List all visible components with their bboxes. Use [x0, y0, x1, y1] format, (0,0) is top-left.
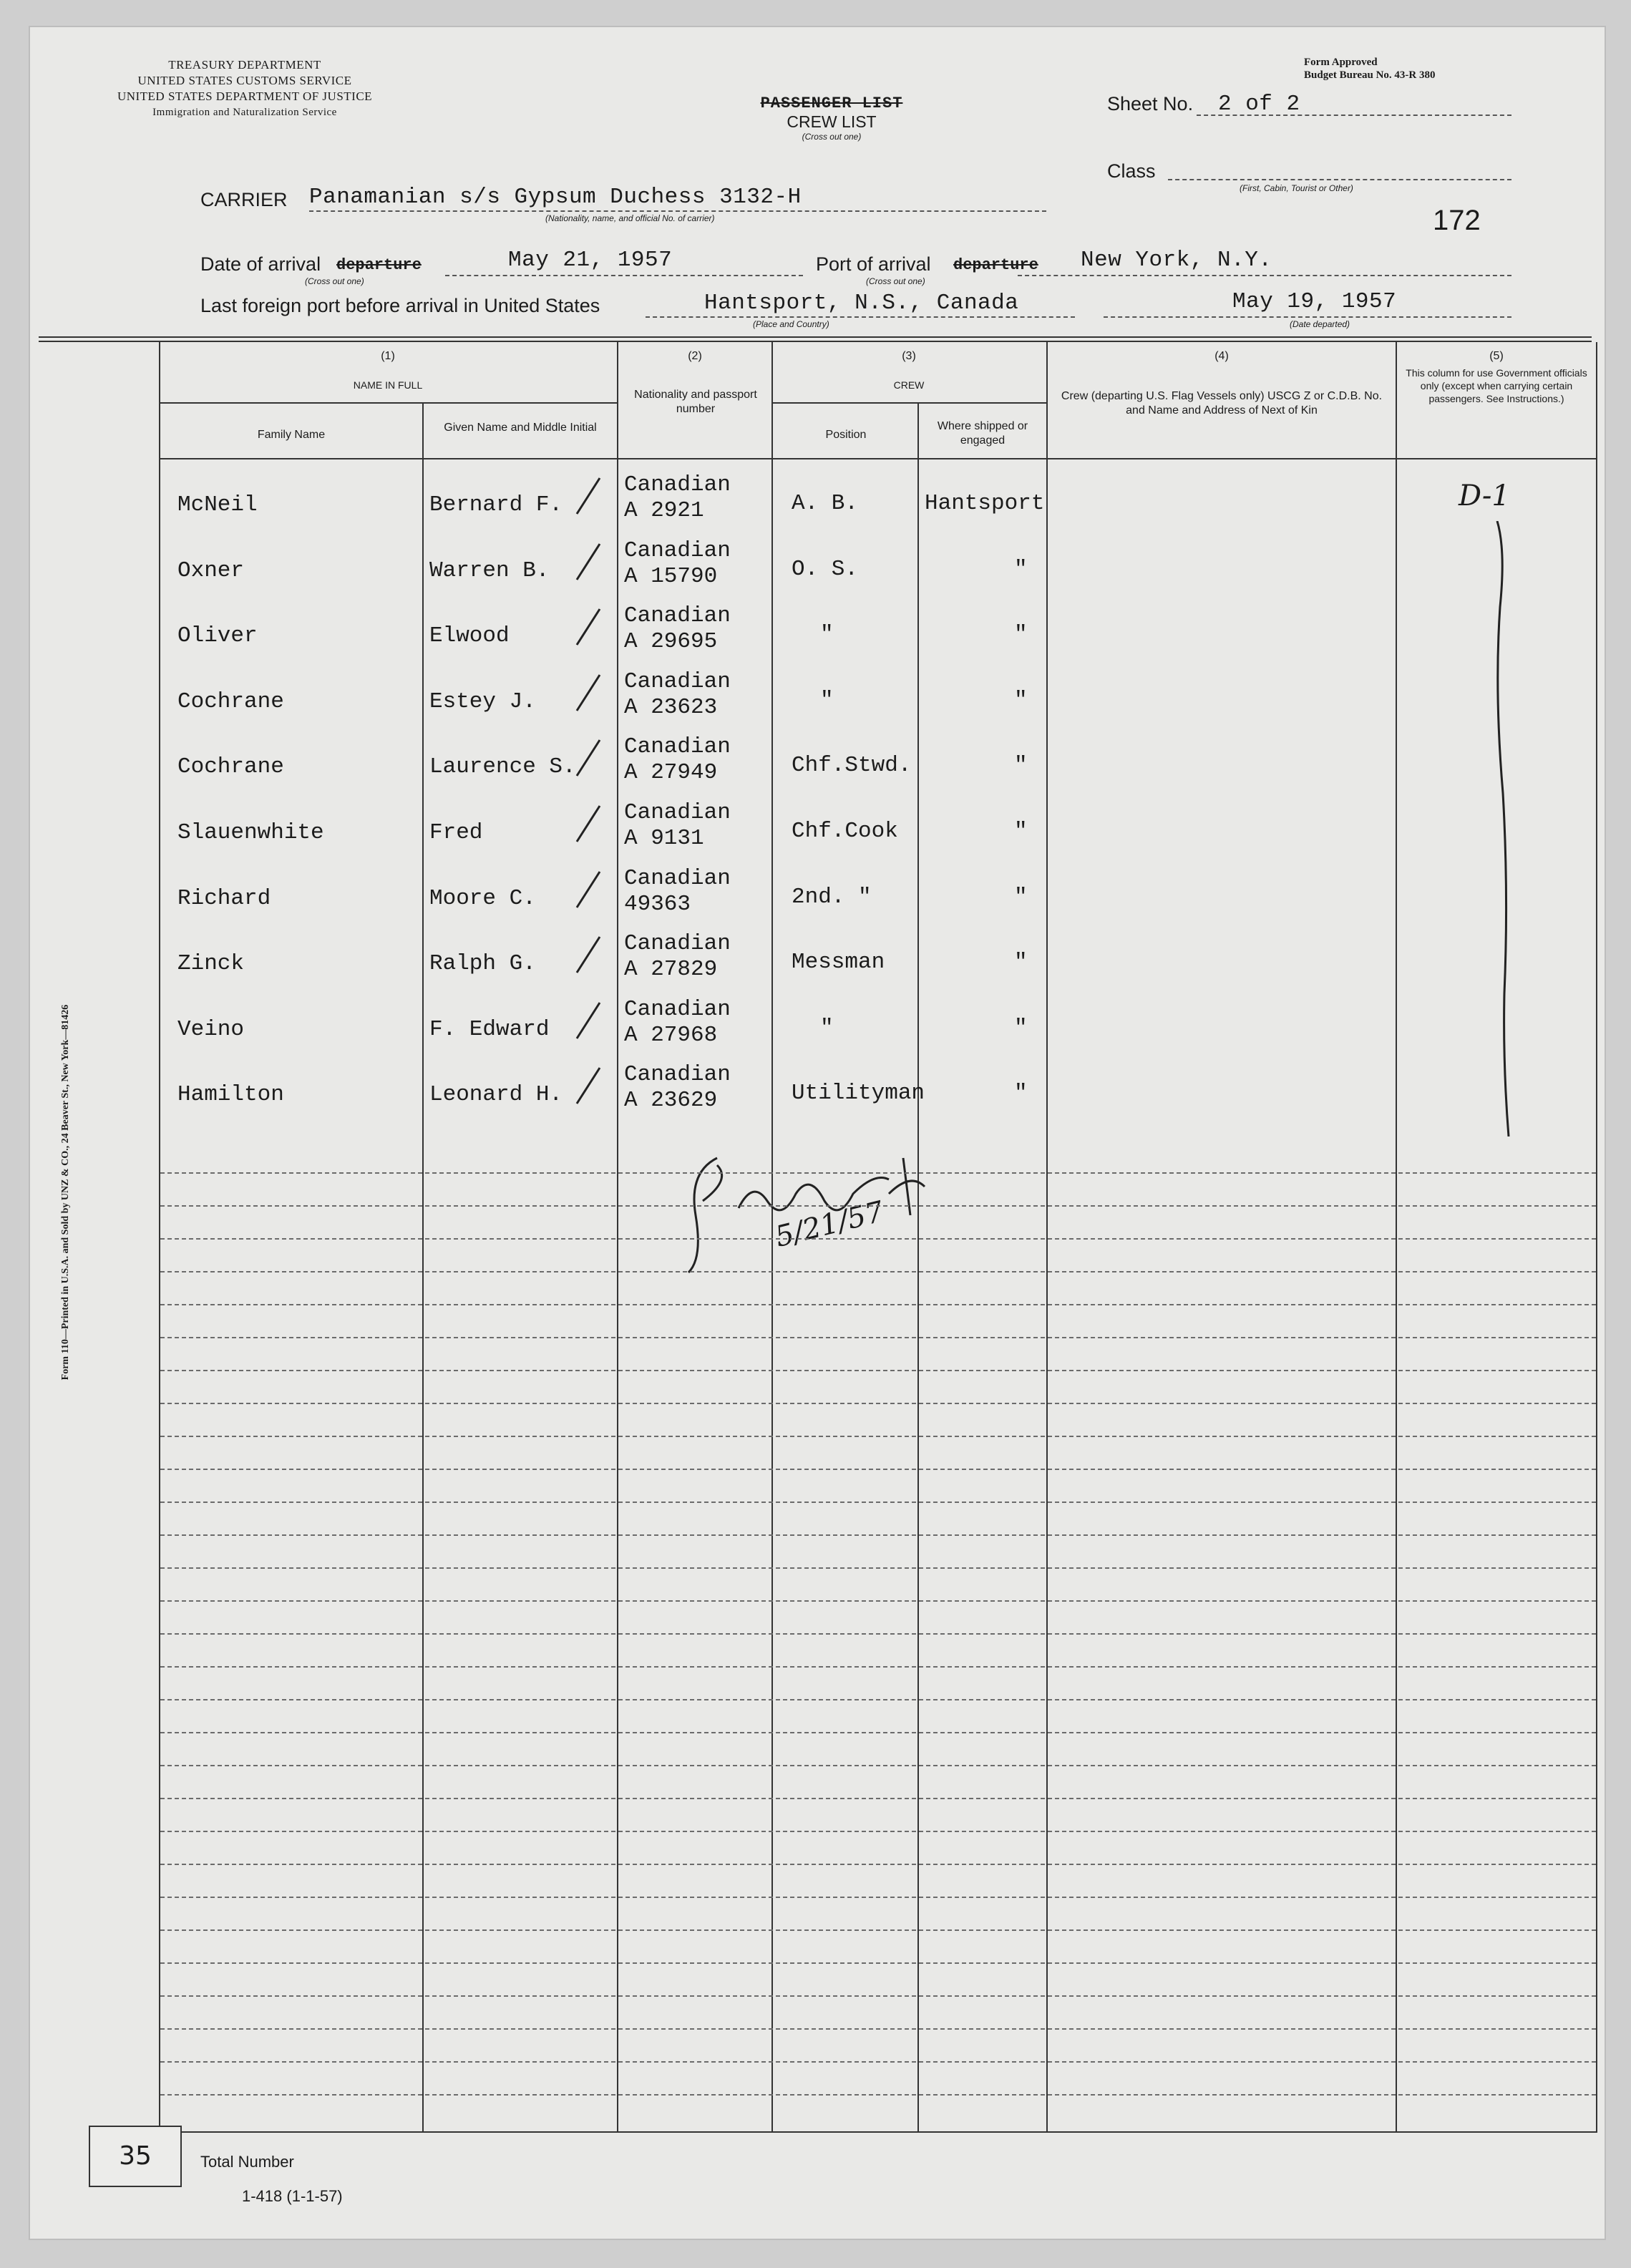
- table-bottom-rule: [159, 2131, 1597, 2133]
- date-of-arrival-value: May 21, 1957: [508, 248, 673, 273]
- nationality-cell: Canadian: [624, 996, 731, 1022]
- date-departure-struck: departure: [336, 256, 422, 274]
- family-name-cell: Cochrane: [177, 754, 284, 780]
- blank-row-line: [160, 1929, 1596, 1931]
- where-shipped-cell: ": [1014, 819, 1028, 844]
- blank-row-line: [160, 1436, 1596, 1437]
- given-name-cell: Moore C.: [429, 885, 536, 911]
- given-name-cell: Bernard F.: [429, 492, 563, 517]
- class-line: [1168, 179, 1511, 180]
- blank-row-line: [160, 1370, 1596, 1371]
- form-code: 1-418 (1-1-57): [242, 2187, 343, 2205]
- check-mark-icon: [574, 869, 603, 912]
- blank-row-line: [160, 1469, 1596, 1470]
- nationality-cell: Canadian: [624, 931, 731, 957]
- dept-line: TREASURY DEPARTMENT: [168, 58, 321, 72]
- table-top-rule-2: [39, 341, 1592, 342]
- given-name-cell: Fred: [429, 820, 483, 845]
- department-block: [87, 57, 402, 120]
- col4-number: (4): [1214, 350, 1229, 362]
- blank-row-line: [160, 1271, 1596, 1272]
- passport-cell: A 23629: [624, 1088, 718, 1114]
- family-name-header: Family Name: [257, 429, 326, 441]
- family-name-cell: McNeil: [177, 492, 258, 517]
- blank-row-line: [160, 1304, 1596, 1305]
- blank-row-line: [160, 1172, 1596, 1174]
- blank-row-line: [160, 1699, 1596, 1700]
- carrier-line: [309, 210, 1046, 212]
- blank-row-line: [160, 1962, 1596, 1964]
- col-divider-next-of-kin: [1046, 342, 1048, 2131]
- gov-annotation: D-1: [1459, 480, 1510, 512]
- col4-title: Crew (departing U.S. Flag Vessels only) USCG Z or C.D.B. No. and Name and Address of Next of Kin: [1061, 390, 1383, 417]
- date-departed-note: (Date departed): [1290, 319, 1350, 329]
- col1-title: NAME IN FULL: [353, 379, 423, 391]
- check-mark-icon: [574, 934, 603, 977]
- given-name-cell: Ralph G.: [429, 951, 536, 977]
- blank-row-line: [160, 2028, 1596, 2030]
- check-mark-icon: [574, 803, 603, 846]
- where-shipped-cell: Hantsport: [925, 491, 1045, 516]
- port-of-arrival-label: Port of arrival: [816, 253, 931, 275]
- port-of-arrival-value: New York, N.Y.: [1081, 248, 1272, 273]
- check-mark-icon: [574, 737, 603, 780]
- check-mark-icon: [574, 606, 603, 649]
- passport-cell: 49363: [624, 891, 691, 917]
- class-label: Class: [1107, 160, 1156, 182]
- blank-row-line: [160, 2094, 1596, 2096]
- where-shipped-cell: ": [1014, 884, 1028, 910]
- port-cross-note: (Cross out one): [866, 276, 925, 286]
- family-name-cell: Slauenwhite: [177, 820, 324, 845]
- signature-date: 5/21/57: [771, 1195, 887, 1254]
- blank-row-line: [160, 1502, 1596, 1503]
- position-cell: ": [820, 1015, 834, 1041]
- family-name-cell: Oxner: [177, 558, 245, 583]
- table-left-border: [159, 342, 160, 2131]
- dept-line: UNITED STATES CUSTOMS SERVICE: [137, 74, 352, 87]
- sheet-no-label: Sheet No.: [1107, 93, 1194, 115]
- given-name-cell: Elwood: [429, 623, 510, 649]
- passport-cell: A 27968: [624, 1022, 718, 1048]
- nationality-cell: Canadian: [624, 668, 731, 694]
- given-name-cell: F. Edward: [429, 1016, 550, 1042]
- dept-line: UNITED STATES DEPARTMENT OF JUSTICE: [117, 89, 373, 103]
- class-note: (First, Cabin, Tourist or Other): [1240, 183, 1353, 193]
- blank-row-line: [160, 1403, 1596, 1404]
- col-divider-given: [422, 402, 424, 2131]
- name-subheader-rule: [159, 402, 617, 404]
- blank-row-line: [160, 1238, 1596, 1240]
- position-cell: 2nd. ": [792, 884, 872, 910]
- where-shipped-cell: ": [1014, 950, 1028, 975]
- bracket-line-icon: [1490, 521, 1519, 1137]
- passport-cell: A 2921: [624, 498, 704, 523]
- where-shipped-cell: ": [1014, 1081, 1028, 1106]
- given-name-cell: Leonard H.: [429, 1082, 563, 1108]
- where-shipped-cell: ": [1014, 753, 1028, 779]
- nationality-cell: Canadian: [624, 865, 731, 891]
- total-number-label: Total Number: [200, 2153, 294, 2171]
- position-cell: ": [820, 687, 834, 713]
- nationality-cell: Canadian: [624, 603, 731, 629]
- date-cross-note: (Cross out one): [305, 276, 364, 286]
- table-right-border: [1596, 342, 1597, 2131]
- blank-row-line: [160, 1337, 1596, 1338]
- sheet-no-line: [1197, 115, 1511, 116]
- passport-cell: A 9131: [624, 826, 704, 851]
- passport-cell: A 23623: [624, 694, 718, 720]
- last-port-note: (Place and Country): [753, 319, 829, 329]
- carrier-value: Panamanian s/s Gypsum Duchess 3132-H: [309, 185, 802, 210]
- date-line: [445, 275, 803, 276]
- printer-side-text: Form 110—Printed in U.S.A. and Sold by UNZ & CO., 24 Beaver St., New York—81426: [60, 1004, 71, 1381]
- last-port-line: [646, 316, 1075, 318]
- blank-row-line: [160, 2061, 1596, 2063]
- blank-row-line: [160, 1633, 1596, 1635]
- passport-cell: A 27949: [624, 760, 718, 786]
- table-top-rule: [39, 336, 1592, 338]
- col5-number: (5): [1489, 350, 1504, 362]
- blank-row-line: [160, 1897, 1596, 1898]
- passenger-list-struck: PASSENGER LIST: [760, 94, 903, 112]
- sheet-no-value: 2 of 2: [1218, 92, 1300, 117]
- family-name-cell: Richard: [177, 885, 271, 911]
- date-of-arrival-label: Date of arrival: [200, 253, 321, 275]
- family-name-cell: Oliver: [177, 623, 258, 649]
- nationality-cell: Canadian: [624, 537, 731, 563]
- passport-cell: A 29695: [624, 629, 718, 655]
- col1-number: (1): [381, 350, 395, 362]
- col-divider-nationality: [617, 342, 618, 2131]
- family-name-cell: Veino: [177, 1016, 245, 1042]
- page-number: 172: [1433, 205, 1481, 236]
- position-cell: Messman: [792, 950, 885, 975]
- col3-title: CREW: [893, 379, 925, 391]
- last-foreign-port-label: Last foreign port before arrival in United States: [200, 295, 600, 316]
- position-header: Position: [825, 429, 867, 441]
- where-shipped-cell: ": [1014, 687, 1028, 713]
- position-cell: ": [820, 622, 834, 648]
- header-bottom-rule: [159, 458, 1597, 459]
- blank-row-line: [160, 1732, 1596, 1733]
- dept-line: Immigration and Naturalization Service: [152, 107, 337, 118]
- total-number-value: 35: [119, 2141, 152, 2171]
- position-cell: O. S.: [792, 556, 859, 582]
- blank-row-line: [160, 1831, 1596, 1832]
- carrier-label: CARRIER: [200, 189, 288, 210]
- crew-subheader-rule: [771, 402, 1046, 404]
- blank-row-line: [160, 1666, 1596, 1668]
- family-name-cell: Hamilton: [177, 1082, 284, 1108]
- where-shipped-cell: ": [1014, 556, 1028, 582]
- blank-row-line: [160, 1205, 1596, 1207]
- date-departed-line: [1104, 316, 1511, 318]
- position-cell: Chf.Stwd.: [792, 753, 912, 779]
- where-shipped-cell: ": [1014, 622, 1028, 648]
- col3-number: (3): [902, 350, 916, 362]
- blank-row-line: [160, 1864, 1596, 1865]
- passport-cell: A 15790: [624, 563, 718, 589]
- where-shipped-header: Where shipped or engaged: [937, 420, 1028, 447]
- col5-title: This column for use Government officials only (except when carrying certain passengers. See Instructions.): [1406, 367, 1587, 404]
- list-title-block: [753, 94, 910, 142]
- form-approved-block: [1304, 56, 1436, 82]
- blank-row-line: [160, 1995, 1596, 1997]
- port-line: [1018, 275, 1511, 276]
- passport-cell: A 27829: [624, 957, 718, 983]
- blank-row-line: [160, 1765, 1596, 1766]
- crew-list-form: [29, 26, 1606, 2240]
- nationality-cell: Canadian: [624, 472, 731, 497]
- blank-row-line: [160, 1567, 1596, 1569]
- blank-row-line: [160, 1534, 1596, 1536]
- position-cell: Chf.Cook: [792, 819, 898, 844]
- last-foreign-port-value: Hantsport, N.S., Canada: [704, 291, 1019, 316]
- carrier-note: (Nationality, name, and official No. of carrier): [545, 213, 715, 223]
- check-mark-icon: [574, 672, 603, 715]
- port-departure-struck: departure: [953, 256, 1038, 274]
- nationality-cell: Canadian: [624, 1062, 731, 1088]
- family-name-cell: Cochrane: [177, 688, 284, 714]
- cross-out-note: (Cross out one): [802, 132, 862, 142]
- form-approved-text: Form Approved: [1304, 57, 1378, 68]
- col2-number: (2): [688, 350, 702, 362]
- date-departed-value: May 19, 1957: [1232, 289, 1397, 314]
- nationality-cell: Canadian: [624, 734, 731, 760]
- given-name-cell: Laurence S.: [429, 754, 576, 780]
- given-name-header: Given Name and Middle Initial: [444, 422, 597, 434]
- blank-row-line: [160, 1600, 1596, 1602]
- col-divider-gov: [1396, 342, 1397, 2131]
- given-name-cell: Warren B.: [429, 558, 550, 583]
- crew-list-title: CREW LIST: [787, 112, 877, 131]
- position-cell: A. B.: [792, 491, 859, 516]
- check-mark-icon: [574, 1000, 603, 1043]
- total-number-box: [89, 2126, 182, 2187]
- where-shipped-cell: ": [1014, 1015, 1028, 1041]
- family-name-cell: Zinck: [177, 951, 245, 977]
- col2-title: Nationality and passport number: [634, 389, 757, 415]
- position-cell: Utilityman: [792, 1081, 925, 1106]
- given-name-cell: Estey J.: [429, 688, 536, 714]
- check-mark-icon: [574, 1065, 603, 1108]
- blank-row-line: [160, 1798, 1596, 1799]
- budget-bureau-text: Budget Bureau No. 43-R 380: [1304, 69, 1436, 81]
- nationality-cell: Canadian: [624, 800, 731, 825]
- check-mark-icon: [574, 541, 603, 584]
- check-mark-icon: [574, 475, 603, 518]
